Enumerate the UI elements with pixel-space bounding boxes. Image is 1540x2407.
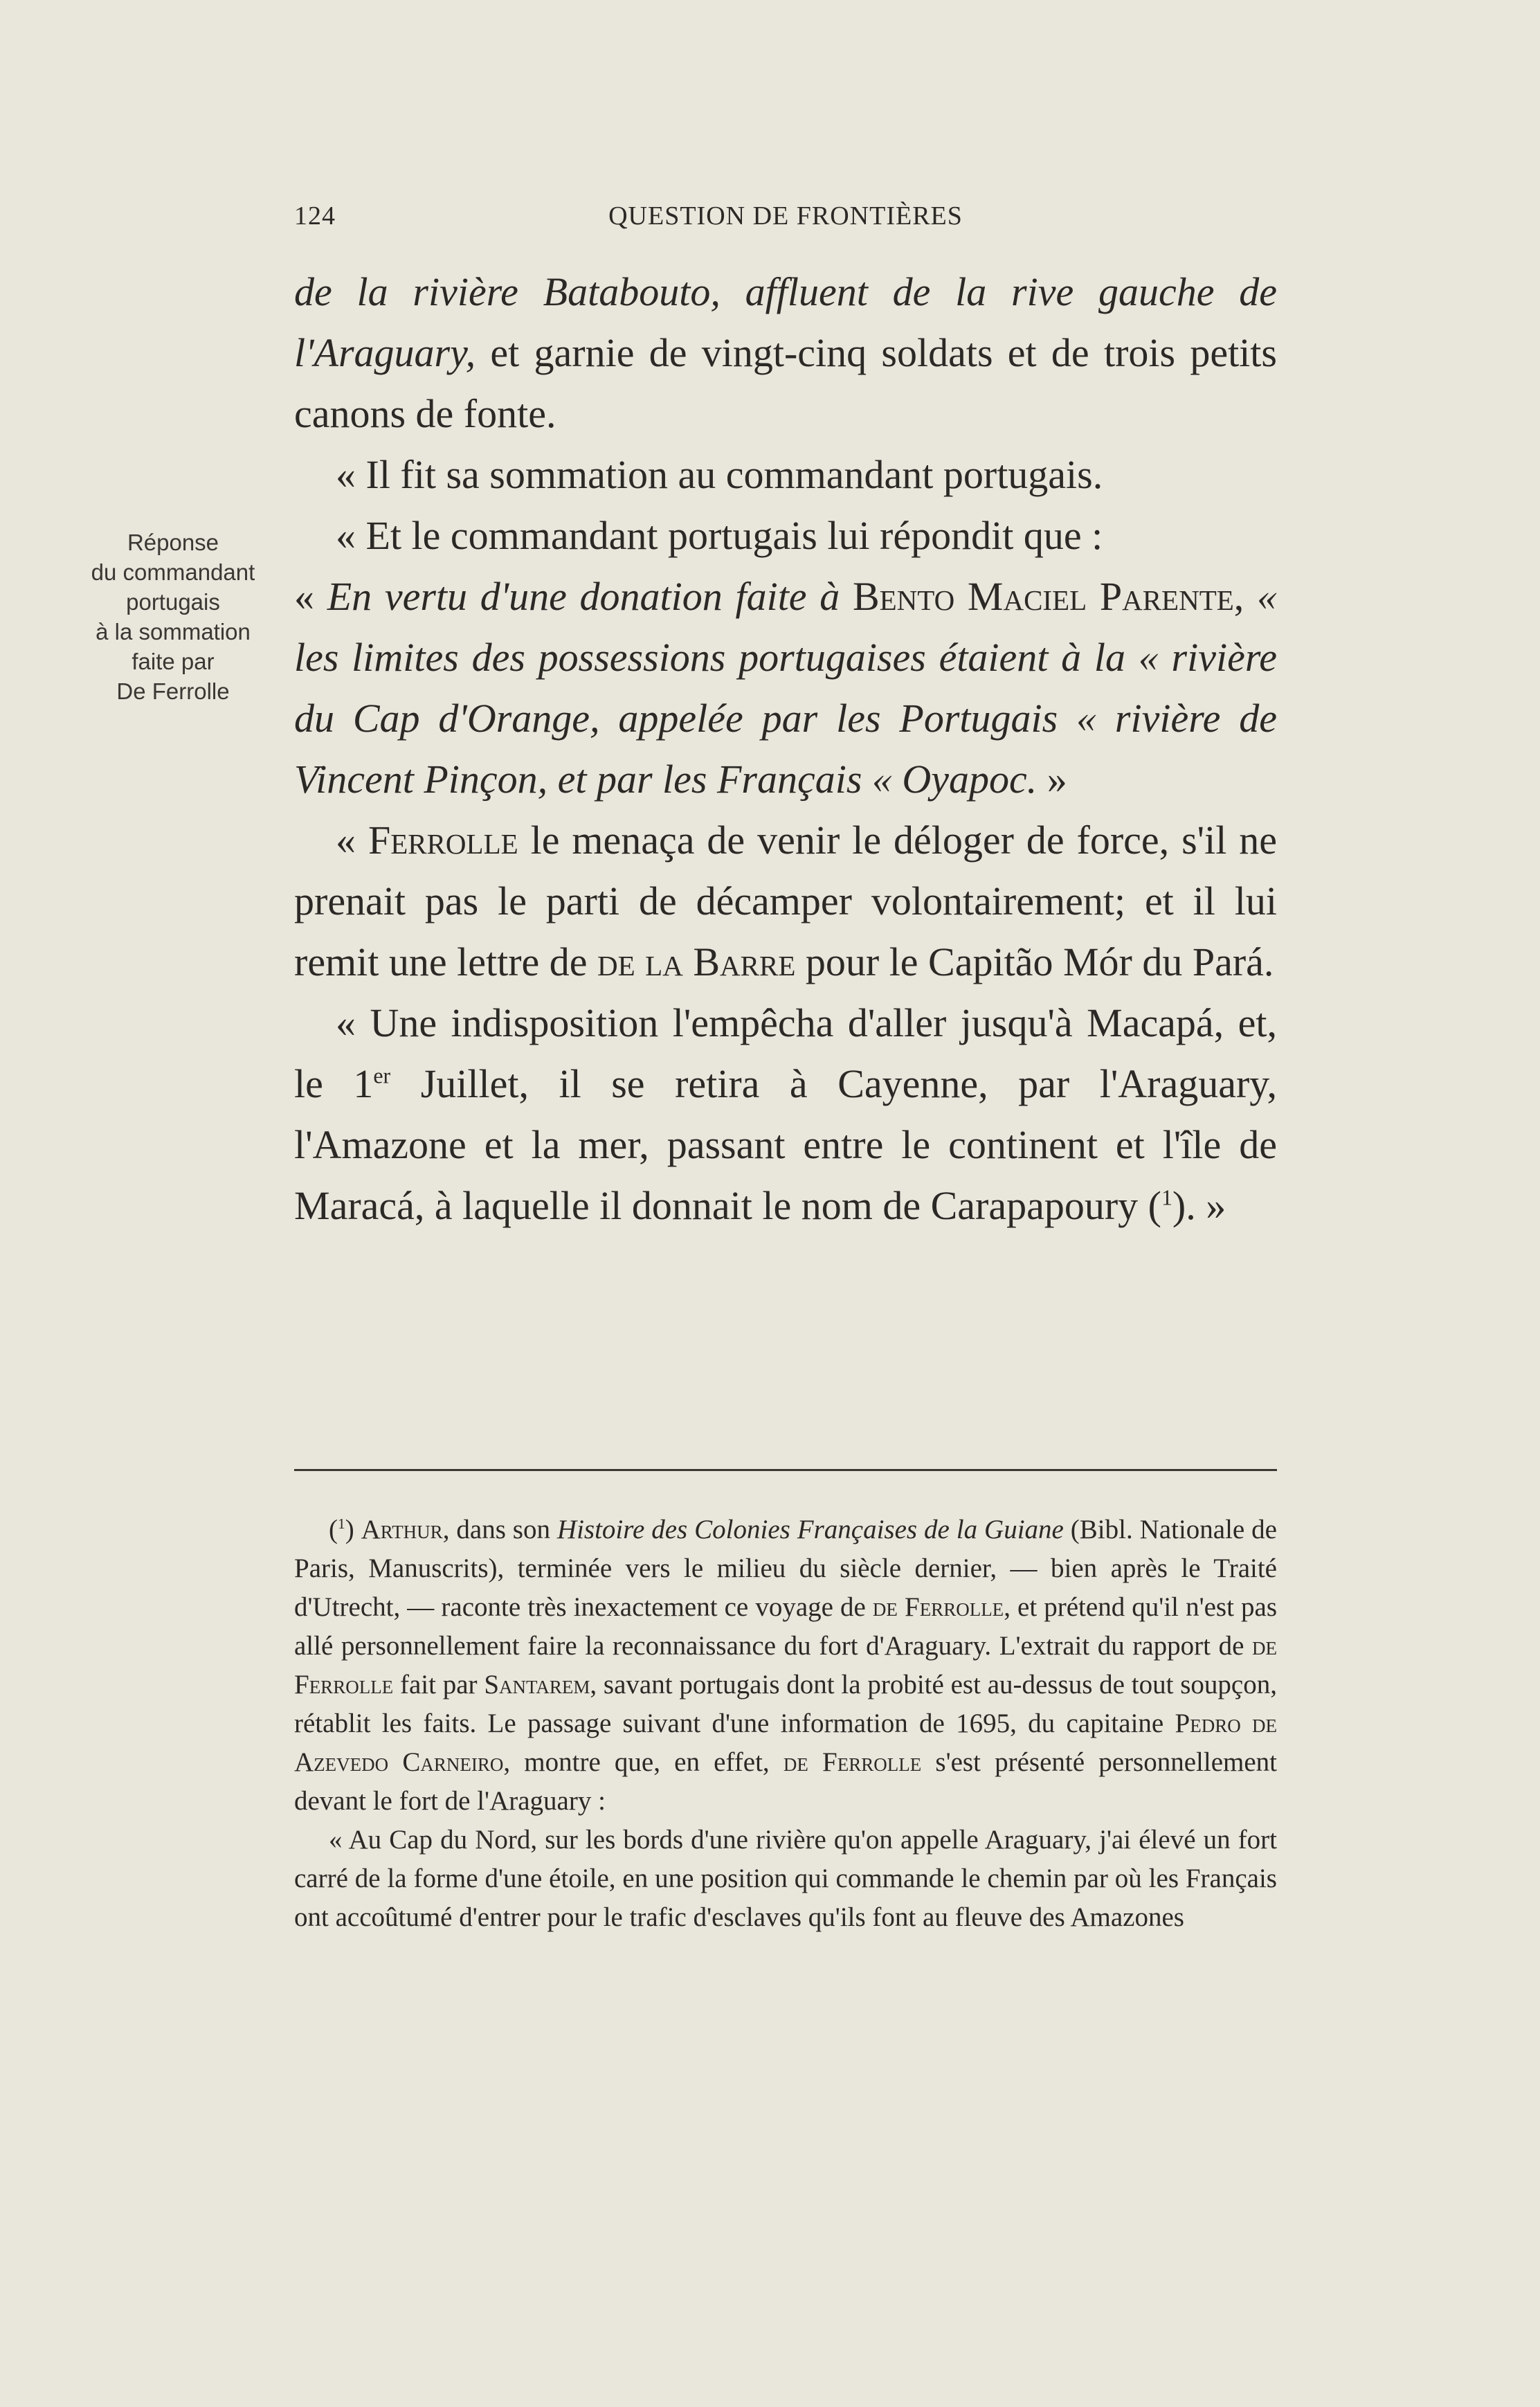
main-text	[294, 262, 1277, 1236]
text-run: et garnie de vingt-cinq soldats et de trois petits canons de fonte.	[294, 330, 1277, 436]
text-run: «	[294, 574, 327, 619]
text-run: ). »	[1172, 1183, 1226, 1228]
page-number: 124	[294, 201, 336, 231]
margin-note-line: De Ferrolle	[116, 678, 230, 704]
text-run: (Bibl. Nationale de Paris, Manuscrits), terminée vers le milieu du siècle dernier, — bien après le Traité d'Utrecht, — raconte très inexactement ce voyage de	[294, 1515, 1277, 1622]
margin-note-line: du commandant	[91, 559, 255, 585]
footnote-quote: « Au Cap du Nord, sur les bords d'une rivière qu'on appelle Araguary, j'ai élevé un fort carré de la forme d'une étoile, en une position qui commande le chemin par où les Français ont accoûtumé d'entrer pour le trafic d'esclaves qu'ils font au fleuve des Amazones	[294, 1825, 1277, 1932]
text-run: Juillet, il se retira à Cayenne, par l'Araguary, l'Amazone et la mer, passant entre le continent et l'île de Maracá, à laquelle il donnait le nom de Carapapoury (	[294, 1061, 1277, 1228]
margin-note-line: portugais	[126, 589, 220, 615]
paragraph	[294, 262, 1277, 444]
footnote-mark: 1	[338, 1515, 345, 1532]
person-name: de Ferrolle	[783, 1747, 922, 1777]
text-run: fait par	[393, 1670, 484, 1700]
person-name: Santarem	[484, 1670, 590, 1700]
text-run: s'est présenté personnellement devant le fort de l'Araguary :	[294, 1747, 1277, 1816]
text-run: (	[329, 1515, 338, 1544]
margin-note-line: Réponse	[127, 530, 219, 555]
person-name: de la Barre	[597, 939, 796, 984]
footnotes	[294, 1511, 1277, 1937]
margin-note-line: à la sommation	[96, 619, 251, 644]
text-run: »	[1037, 757, 1067, 802]
paragraph	[294, 810, 1277, 993]
running-title: QUESTION DE FRONTIÈRES	[608, 201, 963, 231]
book-title: Histoire des Colonies Françaises de la Guiane	[556, 1515, 1064, 1544]
text-run: , montre que, en effet,	[503, 1747, 783, 1777]
italic-text: « les limites des possessions portugaises étaient à la « rivière du Cap d'Orange, appelée par les Portugais « rivière de Vincent Pinçon, et par les Français « Oyapoc.	[294, 574, 1278, 802]
text-run: «	[336, 818, 368, 863]
text-run: , dans son	[442, 1515, 557, 1544]
text-run: , et prétend qu'il n'est pas allé personnellement faire la reconnaissance du fort d'Araguary. L'extrait du rapport de	[294, 1592, 1277, 1661]
page-header	[294, 201, 1277, 235]
superscript: er	[373, 1063, 391, 1088]
person-name: de Ferrolle	[294, 1631, 1277, 1700]
footnote	[294, 1511, 1277, 1821]
text-run: , savant portugais dont la probité est au-dessus de tout soupçon, rétablit les faits. Le passage suivant d'une information de 1695, du capitaine	[294, 1670, 1277, 1738]
text-run: )	[345, 1515, 361, 1544]
italic-text: de la rivière Batabouto, affluent de la rive gauche de l'Araguary,	[294, 269, 1277, 375]
text-run: « Une indisposition l'empêcha d'aller jusqu'à Macapá, et, le 1	[294, 1000, 1277, 1106]
person-name: Arthur	[361, 1515, 443, 1544]
paragraph	[294, 993, 1277, 1236]
paragraph: « Il fit sa sommation au commandant portugais.	[336, 452, 1103, 497]
footnote-divider	[294, 1469, 1277, 1471]
footnote-ref: 1	[1161, 1185, 1172, 1210]
margin-note	[66, 528, 280, 706]
margin-note-line: faite par	[132, 649, 215, 674]
person-name: de Ferrolle	[872, 1592, 1004, 1622]
person-name: Ferrolle	[368, 818, 518, 863]
person-name: Bento Maciel Parente,	[852, 574, 1244, 619]
italic-text: En vertu d'une donation faite à	[327, 574, 853, 619]
paragraph: « Et le commandant portugais lui répondit que :	[336, 513, 1103, 558]
text-run: le menaça de venir le déloger de force, s'il ne prenait pas le parti de décamper volontairement; et il lui remit une lettre de	[294, 818, 1278, 984]
text-run: pour le Capitão Mór du Pará.	[795, 939, 1274, 984]
person-name: Pedro de Azevedo Carneiro	[294, 1709, 1278, 1777]
paragraph	[294, 566, 1277, 810]
